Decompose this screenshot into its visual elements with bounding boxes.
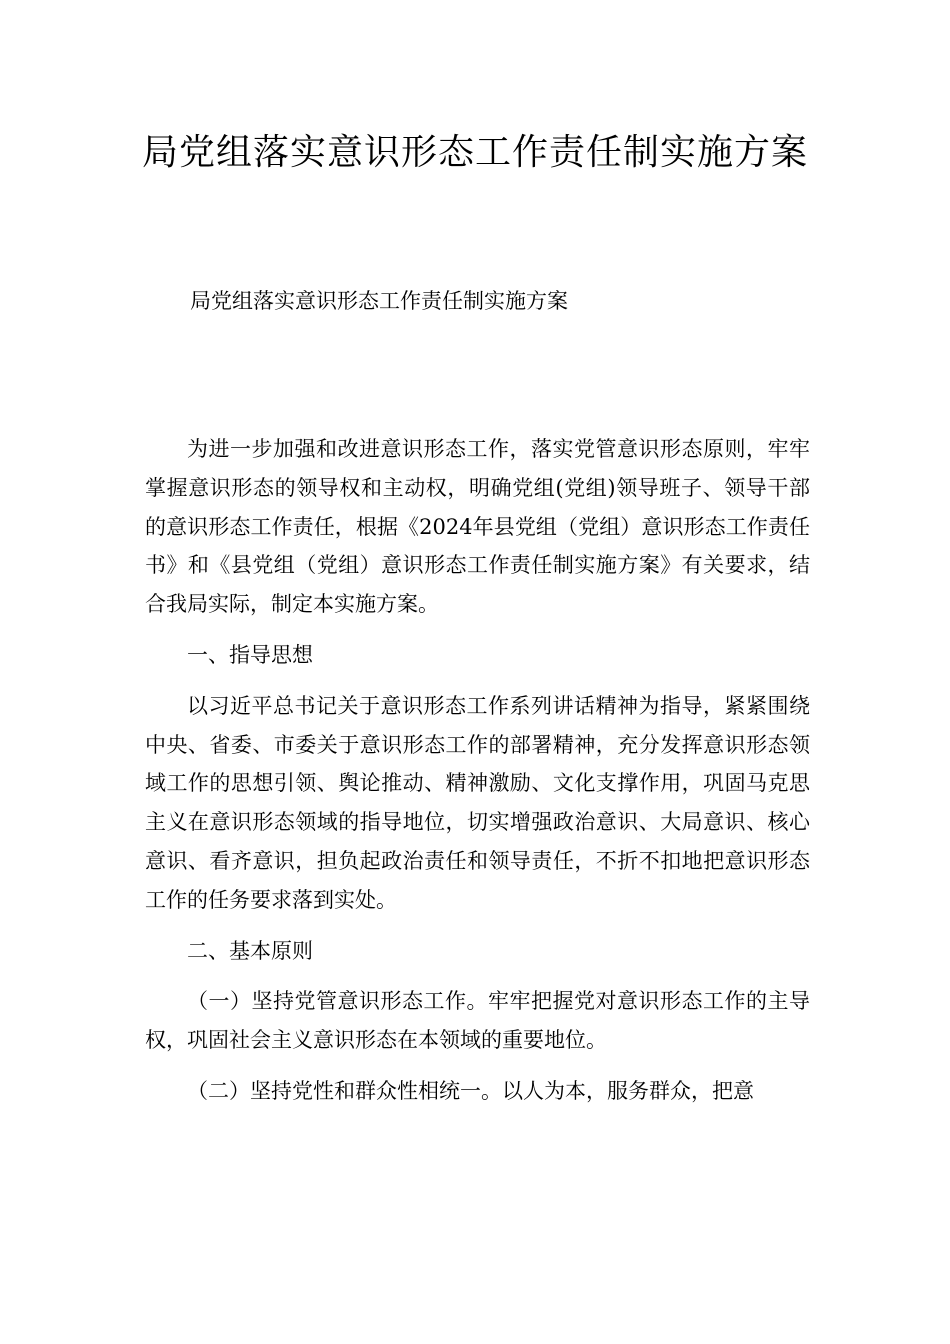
principle-1-paragraph: （一）坚持党管意识形态工作。牢牢把握党对意识形态工作的主导权，巩固社会主义意识形态在本领域的重要地位。: [145, 989, 810, 1053]
intro-paragraph: 为进一步加强和改进意识形态工作，落实党管意识形态原则，牢牢掌握意识形态的领导权和主动权，明确党组(党组)领导班子、领导干部的意识形态工作责任，根据《2024年县党组（党组）意识形态工作责任书》和《县党组（党组）意识形态工作责任制实施方案》有关要求，结合我局实际，制定本实施方案。: [145, 437, 810, 617]
section-heading-basic-principles: 二、基本原则: [187, 938, 313, 963]
guiding-ideology-paragraph: 以习近平总书记关于意识形态工作系列讲话精神为指导，紧紧围绕中央、省委、市委关于意识形态工作的部署精神，充分发挥意识形态领域工作的思想引领、舆论推动、精神激励、文化支撑作用，巩固马克思主义在意识形态领域的指导地位，切实增强政治意识、大局意识、核心意识、看齐意识，担负起政治责任和领导责任，不折不扣地把意识形态工作的任务要求落到实处。: [145, 693, 810, 912]
section-heading-guiding-ideology: 一、指导思想: [187, 642, 313, 667]
document-title: 局党组落实意识形态工作责任制实施方案: [141, 132, 808, 173]
document-subtitle: 局党组落实意识形态工作责任制实施方案: [190, 289, 568, 313]
principle-2-paragraph: （二）坚持党性和群众性相统一。以人为本，服务群众，把意: [187, 1078, 754, 1103]
document-body: [145, 430, 810, 1123]
